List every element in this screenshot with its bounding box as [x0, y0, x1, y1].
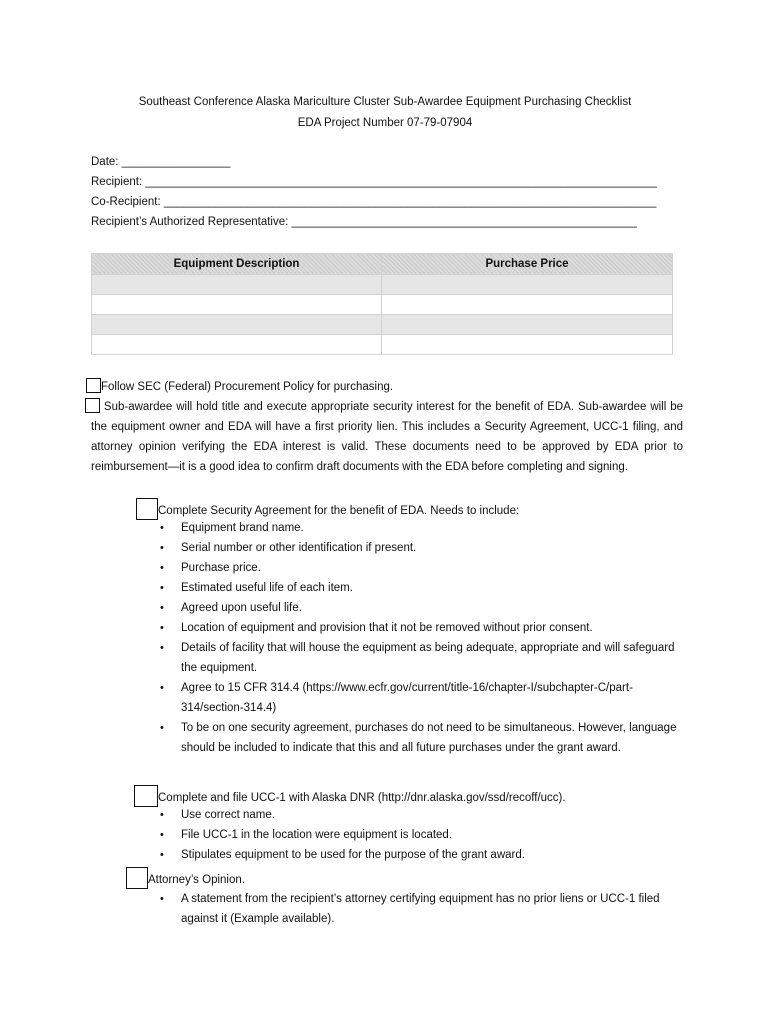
ucc-checkbox[interactable]	[134, 785, 158, 807]
attorney-label: Attorney’s Opinion.	[148, 874, 245, 886]
security-label: Complete Security Agreement for the benefit of EDA. Needs to include:	[158, 505, 520, 517]
list-item: • Estimated useful life of each item.	[160, 578, 680, 598]
purchase-price-cell[interactable]	[382, 315, 673, 335]
equipment-description-cell[interactable]	[92, 335, 382, 355]
list-item: • Serial number or other identification if present.	[160, 538, 680, 558]
list-item: • Purchase price.	[160, 558, 680, 578]
list-item: • Agreed upon useful life.	[160, 598, 680, 618]
security-requirements-list	[160, 518, 680, 758]
purchase-price-cell[interactable]	[382, 275, 673, 295]
list-item: • To be on one security agreement, purchases do not need to be simultaneous. However, language should be included to indicate that this and all future purchases under the grant award.	[160, 718, 680, 758]
security-checkbox[interactable]	[136, 498, 158, 520]
table-row	[92, 315, 673, 335]
equipment-description-cell[interactable]	[92, 315, 382, 335]
table-row	[92, 295, 673, 315]
list-item: • Use correct name.	[160, 805, 680, 825]
title-label: Sub-awardee will hold title and execute appropriate security interest for the benefit of EDA. Sub-awardee will be the equipment owner and EDA will have a first priority lien. This includes a Security Agreement, UCC-1 filing, and attorney opinion verifying the EDA interest is valid. These documents need to be approved by EDA prior to reimbursement—it is a good idea to confirm draft documents with the EDA before completing and signing.	[91, 401, 683, 473]
project-number: EDA Project Number 07-79-07904	[297, 117, 473, 129]
purchase-price-cell[interactable]	[382, 295, 673, 315]
list-item: • Equipment brand name.	[160, 518, 680, 538]
recipient-field[interactable]: Recipient: ________________________________________________________________________________	[91, 176, 657, 188]
procurement-checkbox[interactable]	[86, 378, 101, 393]
table-row	[92, 275, 673, 295]
purchase-price-cell[interactable]	[382, 335, 673, 355]
equipment-description-header: Equipment Description	[92, 254, 382, 275]
list-item: • A statement from the recipient’s attorney certifying equipment has no prior liens or UCC-1 filed against it (Example available).	[160, 889, 680, 929]
table-header-row	[92, 254, 673, 275]
checklist-item-title	[91, 397, 683, 477]
co-recipient-field[interactable]: Co-Recipient: _____________________________________________________________________________	[91, 196, 657, 208]
table-row	[92, 335, 673, 355]
checklist-item-attorney	[126, 867, 245, 890]
list-item: • Location of equipment and provision that it not be removed without prior consent.	[160, 618, 680, 638]
checklist-item-procurement	[86, 377, 393, 397]
attorney-requirements-list	[160, 889, 680, 929]
document-header	[0, 92, 770, 134]
attorney-checkbox[interactable]	[126, 867, 148, 889]
equipment-description-cell[interactable]	[92, 295, 382, 315]
list-item: • Agree to 15 CFR 314.4 (https://www.ecfr.gov/current/title-16/chapter-I/subchapter-C/part-314/section-314.4)	[160, 678, 680, 718]
authorized-representative-field[interactable]: Recipient’s Authorized Representative: ______________________________________________________	[91, 216, 637, 228]
equipment-description-cell[interactable]	[92, 275, 382, 295]
title-checkbox[interactable]	[85, 398, 100, 413]
date-field[interactable]: Date: _________________	[91, 156, 231, 168]
list-item: • Details of facility that will house the equipment as being adequate, appropriate and will safeguard the equipment.	[160, 638, 680, 678]
purchase-price-header: Purchase Price	[382, 254, 673, 275]
form-fields	[91, 152, 691, 232]
list-item: • Stipulates equipment to be used for the purpose of the grant award.	[160, 845, 680, 865]
document-title: Southeast Conference Alaska Mariculture Cluster Sub-Awardee Equipment Purchasing Checklist	[138, 96, 632, 108]
ucc-label: Complete and file UCC-1 with Alaska DNR (http://dnr.alaska.gov/ssd/recoff/ucc).	[158, 792, 566, 804]
list-item: • File UCC-1 in the location were equipment is located.	[160, 825, 680, 845]
ucc-requirements-list	[160, 805, 680, 865]
procurement-label: Follow SEC (Federal) Procurement Policy for purchasing.	[101, 381, 394, 393]
equipment-table	[91, 253, 673, 355]
